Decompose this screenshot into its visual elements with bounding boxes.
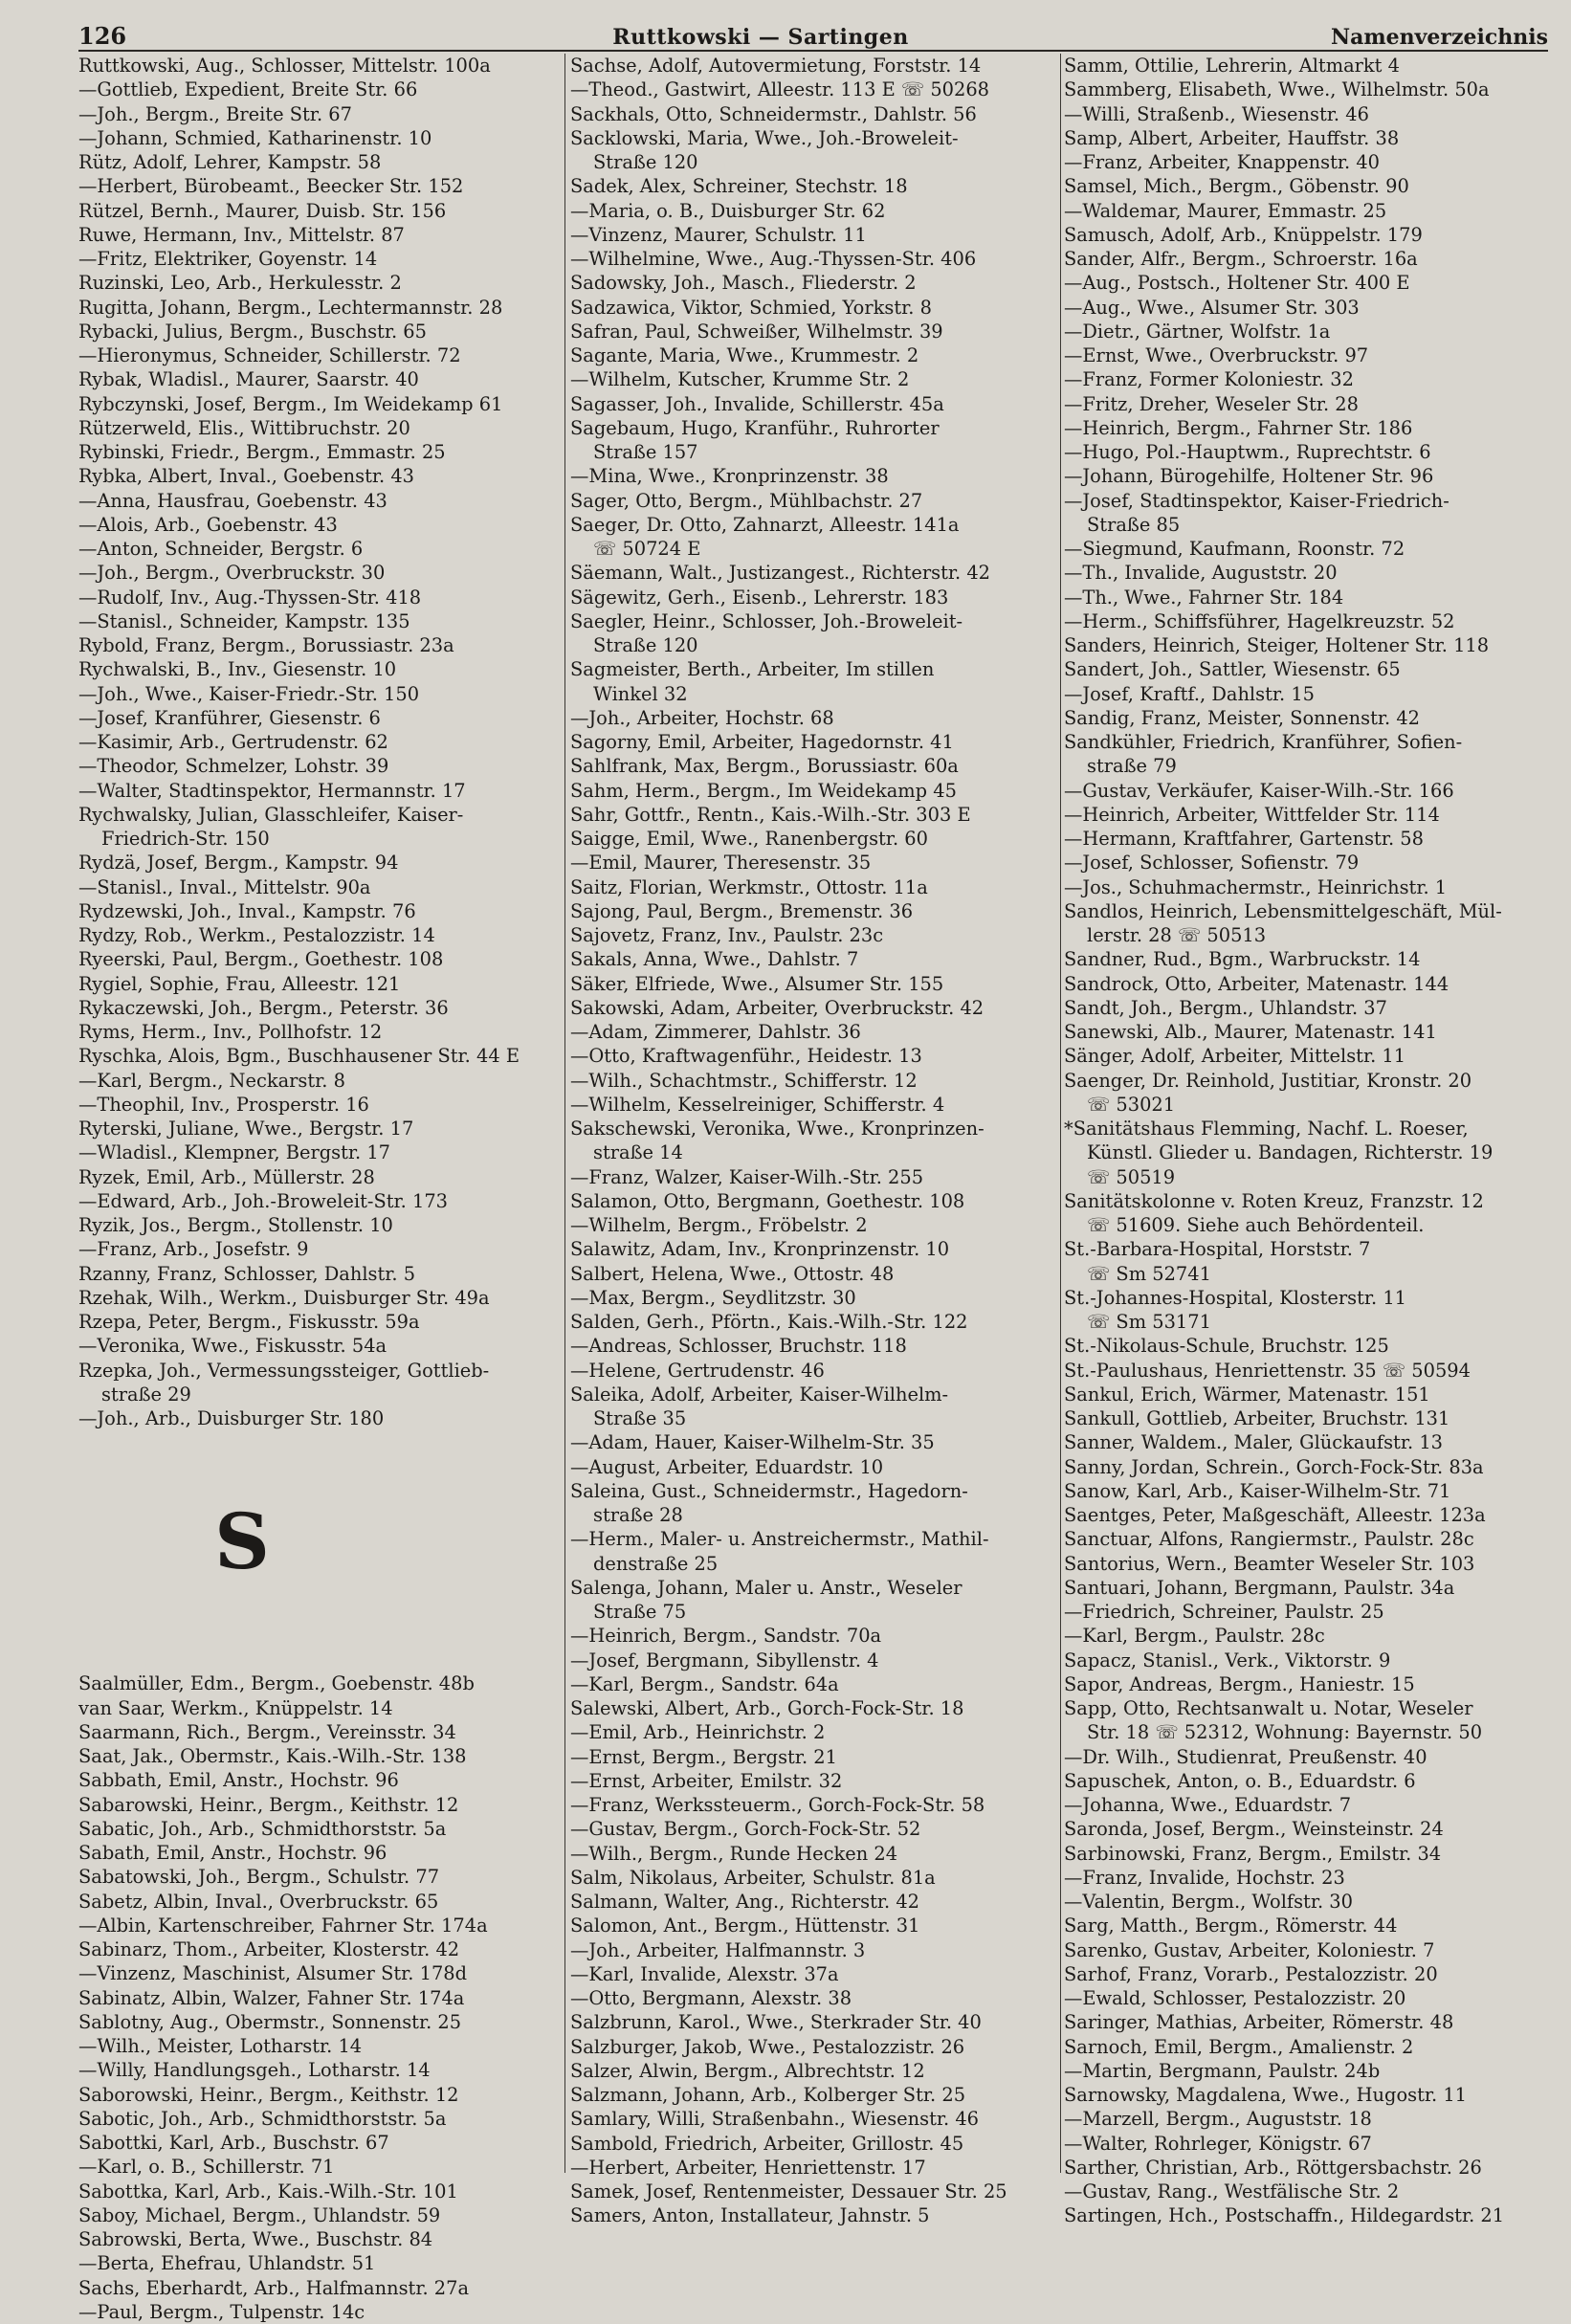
page-header [78,17,1548,52]
directory-entry: —Max, Bergm., Seydlitzstr. 30 [570,1286,856,1309]
directory-entry: —Vinzenz, Maurer, Schulstr. 11 [570,223,867,246]
directory-entry: Sarhof, Franz, Vorarb., Pestalozzistr. 20 [1064,1962,1438,1985]
directory-entry: Salzmann, Johann, Arb., Kolberger Str. 25 [570,2084,966,2106]
directory-entry: van Saar, Werkm., Knüppelstr. 14 [78,1696,393,1719]
directory-entry: Sablotny, Aug., Obermstr., Sonnenstr. 25 [78,2010,462,2033]
directory-entry: Saenger, Dr. Reinhold, Justitiar, Kronstr. 20 [1064,1069,1472,1092]
directory-entry: Sackhals, Otto, Schneidermstr., Dahlstr. 56 [570,102,977,125]
directory-entry: —Johanna, Wwe., Eduardstr. 7 [1064,1794,1352,1816]
directory-entry: —Stanisl., Inval., Mittelstr. 90a [78,875,371,898]
directory-entry: Rybczynski, Josef, Bergm., Im Weidekamp 61 [78,392,503,415]
directory-entry: Sänger, Adolf, Arbeiter, Mittelstr. 11 [1064,1045,1406,1068]
directory-entry: Samusch, Adolf, Arb., Knüppelstr. 179 [1064,223,1423,246]
directory-entry: —Emil, Arb., Heinrichstr. 2 [570,1721,826,1744]
directory-entry: Saarmann, Rich., Bergm., Vereinsstr. 34 [78,1720,456,1743]
directory-entry: —Karl, Bergm., Neckarstr. 8 [78,1069,345,1092]
directory-entry: —Theod., Gastwirt, Alleestr. 113 E ☏ 50268 [570,78,990,101]
directory-entry: Samp, Albert, Arbeiter, Hauffstr. 38 [1064,126,1400,149]
directory-entry: Sagebaum, Hugo, Kranführ., Ruhrorter [570,416,940,439]
directory-entry: Sadzawica, Viktor, Schmied, Yorkstr. 8 [570,296,932,319]
directory-entry: —Berta, Ehefrau, Uhlandstr. 51 [78,2252,376,2275]
directory-entry: Rütz, Adolf, Lehrer, Kampstr. 58 [78,151,382,173]
directory-entry: Rychwalsky, Julian, Glasschleifer, Kaiser- [78,803,464,826]
directory-entry: Sacklowski, Maria, Wwe., Joh.-Broweleit- [570,126,959,149]
directory-entry: —Franz, Former Koloniestr. 32 [1064,368,1354,391]
directory-entry: —Johann, Schmied, Katharinenstr. 10 [78,126,432,149]
directory-entry: —Josef, Kranführer, Giesenstr. 6 [78,706,381,729]
directory-entry: —Karl, o. B., Schillerstr. 71 [78,2156,335,2179]
directory-entry: Saboy, Michael, Bergm., Uhlandstr. 59 [78,2203,441,2226]
directory-entry: —Willy, Handlungsgeh., Lotharstr. 14 [78,2059,431,2082]
directory-entry: denstraße 25 [593,1552,719,1575]
directory-entry: Sabatic, Joh., Arb., Schmidthorststr. 5a [78,1817,447,1840]
directory-entry: —Wilhelmine, Wwe., Aug.-Thyssen-Str. 406 [570,248,977,270]
directory-entry: Rybacki, Julius, Bergm., Buschstr. 65 [78,320,427,343]
directory-entry: Sabotic, Joh., Arb., Schmidthorststr. 5a [78,2107,447,2130]
directory-entry: —Anton, Schneider, Bergstr. 6 [78,538,364,560]
directory-entry: —Josef, Schlosser, Sofienstr. 79 [1064,852,1360,874]
directory-entry: Sakschewski, Veronika, Wwe., Kronprinzen- [570,1118,985,1140]
directory-entry: —Herbert, Arbeiter, Henriettenstr. 17 [570,2156,926,2179]
directory-entry: Sapor, Andreas, Bergm., Haniestr. 15 [1064,1672,1415,1695]
directory-entry: —Ernst, Arbeiter, Emilstr. 32 [570,1769,843,1792]
directory-entry: Sartingen, Hch., Postschaffn., Hildegardstr. 21 [1064,2204,1505,2227]
directory-entry: —Hieronymus, Schneider, Schillerstr. 72 [78,344,461,366]
directory-entry: Sarg, Matth., Bergm., Römerstr. 44 [1064,1915,1398,1937]
directory-entry: ☏ Sm 52741 [1087,1262,1211,1285]
directory-entry: straße 29 [101,1383,191,1405]
directory-entry: —Veronika, Wwe., Fiskusstr. 54a [78,1335,387,1358]
column-2 [570,54,1056,2228]
directory-entry: Sammberg, Elisabeth, Wwe., Wilhelmstr. 50a [1064,78,1490,101]
directory-entry: Sanitätskolonne v. Roten Kreuz, Franzstr. 12 [1064,1189,1484,1212]
directory-entry: —Franz, Arb., Josefstr. 9 [78,1238,309,1261]
directory-entry: Sapuschek, Anton, o. B., Eduardstr. 6 [1064,1769,1416,1792]
directory-entry: Rybka, Albert, Inval., Goebenstr. 43 [78,465,414,488]
directory-entry: —Franz, Walzer, Kaiser-Wilh.-Str. 255 [570,1165,924,1188]
directory-entry: Straße 120 [593,634,698,656]
directory-entry: Sachse, Adolf, Autovermietung, Forststr. 14 [570,55,982,77]
directory-entry: Friedrich-Str. 150 [101,828,270,850]
directory-entry: Sabinarz, Thom., Arbeiter, Klosterstr. 42 [78,1938,460,1960]
directory-entry: Ryterski, Juliane, Wwe., Bergstr. 17 [78,1118,414,1140]
directory-entry: —Karl, Invalide, Alexstr. 37a [570,1962,839,1985]
directory-entry: —Aug., Wwe., Alsumer Str. 303 [1064,296,1360,319]
column-1 [78,54,559,2324]
directory-entry: Sambold, Friedrich, Arbeiter, Grillostr. 45 [570,2132,964,2155]
directory-entry: Samek, Josef, Rentenmeister, Dessauer Str. 25 [570,2180,1007,2202]
directory-entry: Sabinatz, Albin, Walzer, Fahner Str. 174a [78,1986,465,2009]
directory-entry: *Sanitätshaus Flemming, Nachf. L. Roeser, [1064,1118,1469,1140]
column-1-bottom-entries [78,1671,559,2324]
directory-entry: Sagmeister, Berth., Arbeiter, Im stillen [570,658,935,681]
directory-entry: Sandner, Rud., Bgm., Warbruckstr. 14 [1064,948,1421,971]
directory-entry: Samers, Anton, Installateur, Jahnstr. 5 [570,2204,930,2227]
directory-entry: —Josef, Bergmann, Sibyllenstr. 4 [570,1649,879,1671]
directory-entry: —Andreas, Schlosser, Bruchstr. 118 [570,1335,907,1358]
directory-entry: Salewski, Albert, Arb., Gorch-Fock-Str. 18 [570,1697,964,1719]
directory-entry: —Otto, Kraftwagenführ., Heidestr. 13 [570,1045,922,1068]
page-number: 126 [78,22,127,50]
directory-entry: straße 28 [593,1504,683,1526]
directory-entry: Rzepa, Peter, Bergm., Fiskusstr. 59a [78,1311,420,1333]
directory-entry: Ruwe, Hermann, Inv., Mittelstr. 87 [78,223,405,246]
directory-entry: —Helene, Gertrudenstr. 46 [570,1359,825,1382]
directory-entry: Sandig, Franz, Meister, Sonnenstr. 42 [1064,706,1420,729]
directory-entry: —Joh., Arb., Duisburger Str. 180 [78,1407,385,1429]
directory-entry: —Friedrich, Schreiner, Paulstr. 25 [1064,1601,1384,1623]
directory-entry: Rykaczewski, Joh., Bergm., Peterstr. 36 [78,996,449,1019]
directory-entry: Ruttkowski, Aug., Schlosser, Mittelstr. 100a [78,55,491,77]
directory-entry: Rychwalski, B., Inv., Giesenstr. 10 [78,658,397,681]
directory-entry: —Joh., Bergm., Overbruckstr. 30 [78,562,386,585]
directory-entry: —Gustav, Rang., Westfälische Str. 2 [1064,2180,1400,2202]
directory-entry: Straße 157 [593,441,698,463]
directory-entry: Salbert, Helena, Wwe., Ottostr. 48 [570,1262,895,1285]
directory-entry: Saronda, Josef, Bergm., Weinsteinstr. 24 [1064,1818,1444,1841]
directory-entry: Straße 75 [593,1601,687,1623]
directory-entry: —Dr. Wilh., Studienrat, Preußenstr. 40 [1064,1745,1427,1768]
directory-entry: Santuari, Johann, Bergmann, Paulstr. 34a [1064,1576,1455,1599]
directory-entry: —Wilh., Schachtmstr., Schifferstr. 12 [570,1069,918,1092]
directory-entry: —Ernst, Bergm., Bergstr. 21 [570,1745,837,1768]
directory-entry: —Vinzenz, Maschinist, Alsumer Str. 178d [78,1962,468,1985]
directory-entry: Salawitz, Adam, Inv., Kronprinzenstr. 10 [570,1238,950,1261]
directory-entry: Sajovetz, Franz, Inv., Paulstr. 23c [570,924,884,946]
directory-entry: Salomon, Ant., Bergm., Hüttenstr. 31 [570,1915,920,1937]
directory-entry: Saringer, Mathias, Arbeiter, Römerstr. 48 [1064,2011,1454,2034]
directory-entry: ☏ 51609. Siehe auch Behördenteil. [1087,1214,1425,1236]
directory-entry: —Josef, Stadtinspektor, Kaiser-Friedrich- [1064,489,1449,512]
directory-entry: Sarbinowski, Franz, Bergm., Emilstr. 34 [1064,1842,1442,1865]
directory-entry: Sager, Otto, Bergm., Mühlbachstr. 27 [570,489,923,512]
directory-entry: Sahr, Gottfr., Rentn., Kais.-Wilh.-Str. 303 E [570,803,971,826]
directory-entry: Rützel, Bernh., Maurer, Duisb. Str. 156 [78,199,447,222]
directory-entry: Sandert, Joh., Sattler, Wiesenstr. 65 [1064,658,1401,681]
directory-entry: ☏ 50519 [1087,1165,1176,1188]
directory-entry: —Edward, Arb., Joh.-Broweleit-Str. 173 [78,1189,448,1212]
directory-entry: Rydzy, Rob., Werkm., Pestalozzistr. 14 [78,924,435,946]
section-break [78,1430,559,1671]
directory-entry: —Franz, Arbeiter, Knappenstr. 40 [1064,151,1381,173]
directory-entry: —Aug., Postsch., Holtener Str. 400 E [1064,272,1410,295]
directory-entry: —Franz, Werkssteuerm., Gorch-Fock-Str. 58 [570,1794,985,1816]
directory-entry: Rützerweld, Elis., Wittibruchstr. 20 [78,416,410,439]
directory-entry: Sabottki, Karl, Arb., Buschstr. 67 [78,2132,389,2154]
directory-entry: —Wilhelm, Bergm., Fröbelstr. 2 [570,1214,868,1236]
directory-entry: Sanctuar, Alfons, Rangiermstr., Paulstr. 28c [1064,1528,1474,1551]
directory-entry: —Valentin, Bergm., Wolfstr. 30 [1064,1891,1353,1913]
directory-entry: —Fritz, Elektriker, Goyenstr. 14 [78,248,378,270]
directory-entry: Rybinski, Friedr., Bergm., Emmastr. 25 [78,441,446,463]
directory-entry: Sanders, Heinrich, Steiger, Holtener Str. 118 [1064,634,1490,656]
directory-entry: —Emil, Maurer, Theresenstr. 35 [570,852,872,874]
directory-entry: —Th., Invalide, Auguststr. 20 [1064,562,1338,585]
directory-entry: —Otto, Bergmann, Alexstr. 38 [570,1987,852,2009]
directory-entry: —Wladisl., Klempner, Bergstr. 17 [78,1141,391,1164]
directory-entry: Samm, Ottilie, Lehrerin, Altmarkt 4 [1064,55,1400,77]
directory-entry: Sabath, Emil, Anstr., Hochstr. 96 [78,1842,387,1864]
directory-entry: —Herbert, Bürobeamt., Beecker Str. 152 [78,175,464,198]
directory-entry: Sanow, Karl, Arb., Kaiser-Wilhelm-Str. 71 [1064,1479,1451,1502]
directory-entry: —Heinrich, Bergm., Fahrner Str. 186 [1064,416,1413,439]
directory-entry: —Th., Wwe., Fahrner Str. 184 [1064,586,1344,609]
directory-entry: Straße 35 [593,1407,687,1429]
directory-entry: straße 79 [1087,755,1177,778]
directory-entry: Ryschka, Alois, Bgm., Buschhausener Str. 44 E [78,1045,520,1068]
directory-entry: —Joh., Bergm., Breite Str. 67 [78,102,352,125]
directory-entry: Rydzä, Josef, Bergm., Kampstr. 94 [78,852,399,874]
directory-entry: —Wilh., Meister, Lotharstr. 14 [78,2035,363,2057]
directory-entry: Rybold, Franz, Bergm., Borussiastr. 23a [78,634,454,656]
directory-entry: Sarnoch, Emil, Bergm., Amalienstr. 2 [1064,2035,1414,2058]
directory-entry: Ryzek, Emil, Arb., Müllerstr. 28 [78,1165,375,1188]
directory-entry: Santorius, Wern., Beamter Weseler Str. 103 [1064,1552,1475,1575]
directory-entry: —Ewald, Schlosser, Pestalozzistr. 20 [1064,1987,1406,2009]
directory-entry: Sanewski, Alb., Maurer, Matenastr. 141 [1064,1021,1437,1043]
directory-entry: Sanny, Jordan, Schrein., Gorch-Fock-Str. 83a [1064,1455,1484,1478]
directory-entry: Salzburger, Jakob, Wwe., Pestalozzistr. 26 [570,2035,965,2058]
directory-entry: Rugitta, Johann, Bergm., Lechtermannstr. 28 [78,296,503,319]
section-letter: S [214,1496,270,1587]
directory-entry: —Marzell, Bergm., Auguststr. 18 [1064,2108,1372,2131]
directory-entry: —August, Arbeiter, Eduardstr. 10 [570,1455,884,1478]
directory-entry: Sabbath, Emil, Anstr., Hochstr. 96 [78,1769,399,1792]
directory-entry: —Theodor, Schmelzer, Lohstr. 39 [78,755,389,778]
directory-entry: Rygiel, Sophie, Frau, Alleestr. 121 [78,972,401,995]
directory-entry: Winkel 32 [593,682,688,705]
directory-entry: lerstr. 28 ☏ 50513 [1087,924,1267,946]
directory-entry: Ruzinski, Leo, Arb., Herkulesstr. 2 [78,272,402,295]
section-title: Namenverzeichnis [1331,25,1548,50]
directory-entry: straße 14 [593,1141,683,1164]
directory-entry: Saborowski, Heinr., Bergm., Keithstr. 12 [78,2083,459,2106]
directory-entry: Sankul, Erich, Wärmer, Matenastr. 151 [1064,1383,1430,1405]
directory-entry: Sadowsky, Joh., Masch., Fliederstr. 2 [570,272,917,295]
directory-entry: Ryeerski, Paul, Bergm., Goethestr. 108 [78,948,444,971]
directory-entry: Sahm, Herm., Bergm., Im Weidekamp 45 [570,779,957,802]
directory-entry: —Mina, Wwe., Kronprinzenstr. 38 [570,465,889,488]
directory-entry: —Adam, Hauer, Kaiser-Wilhelm-Str. 35 [570,1431,935,1454]
directory-entry: —Hugo, Pol.-Hauptwm., Ruprechtstr. 6 [1064,441,1431,463]
directory-entry: Saleika, Adolf, Arbeiter, Kaiser-Wilhelm- [570,1383,949,1405]
directory-entry: —Ernst, Wwe., Overbruckstr. 97 [1064,344,1369,366]
directory-entry: Sapacz, Stanisl., Verk., Viktorstr. 9 [1064,1649,1391,1671]
directory-entry: Sabottka, Karl, Arb., Kais.-Wilh.-Str. 101 [78,2180,458,2202]
directory-entry: —Karl, Bergm., Sandstr. 64a [570,1672,839,1695]
directory-entry: —Anna, Hausfrau, Goebenstr. 43 [78,489,387,512]
column-3 [1064,54,1552,2228]
directory-entry: Sandrock, Otto, Arbeiter, Matenastr. 144 [1064,972,1449,995]
directory-entry: Sarenko, Gustav, Arbeiter, Koloniestr. 7 [1064,1938,1435,1961]
directory-entry: Salmann, Walter, Ang., Richterstr. 42 [570,1891,920,1913]
directory-entry: —Herm., Schiffsführer, Hagelkreuzstr. 52 [1064,609,1455,632]
directory-entry: —Heinrich, Bergm., Sandstr. 70a [570,1625,882,1648]
directory-entry: —Jos., Schuhmachermstr., Heinrichstr. 1 [1064,875,1448,898]
directory-entry: Säker, Elfriede, Wwe., Alsumer Str. 155 [570,972,944,995]
directory-entry: Sabarowski, Heinr., Bergm., Keithstr. 12 [78,1793,459,1816]
directory-entry: Salm, Nikolaus, Arbeiter, Schulstr. 81a [570,1866,936,1889]
directory-entry: Rydzewski, Joh., Inval., Kampstr. 76 [78,899,416,922]
directory-entry: Sachs, Eberhardt, Arb., Halfmannstr. 27a [78,2276,470,2299]
directory-entry: Ryms, Herm., Inv., Pollhofstr. 12 [78,1021,383,1043]
directory-entry: Sakals, Anna, Wwe., Dahlstr. 7 [570,948,859,971]
directory-entry: Sabrowski, Berta, Wwe., Buschstr. 84 [78,2228,433,2250]
directory-columns [78,54,1552,2323]
directory-entry: Sabetz, Albin, Inval., Overbruckstr. 65 [78,1890,439,1913]
column-divider [564,54,565,2173]
directory-entry: Sankull, Gottlieb, Arbeiter, Bruchstr. 131 [1064,1407,1450,1429]
directory-entry: Säemann, Walt., Justizangest., Richterstr. 42 [570,562,991,585]
directory-entry: —Walter, Rohrleger, Königstr. 67 [1064,2132,1372,2155]
directory-entry: Rzepka, Joh., Vermessungssteiger, Gottlieb- [78,1359,490,1382]
directory-entry: Sabatowski, Joh., Bergm., Schulstr. 77 [78,1866,440,1889]
directory-entry: Sarnowsky, Magdalena, Wwe., Hugostr. 11 [1064,2084,1467,2106]
directory-entry: Saegler, Heinr., Schlosser, Joh.-Broweleit- [570,609,963,632]
directory-entry: Sahlfrank, Max, Bergm., Borussiastr. 60a [570,755,959,778]
running-title: Ruttkowski — Sartingen [612,25,909,50]
directory-entry: —Wilhelm, Kesselreiniger, Schifferstr. 4 [570,1093,945,1116]
directory-entry: Safran, Paul, Schweißer, Wilhelmstr. 39 [570,320,943,343]
directory-entry: Salzbrunn, Karol., Wwe., Sterkrader Str. 40 [570,2011,982,2034]
directory-entry: Sander, Alfr., Bergm., Schroerstr. 16a [1064,248,1418,270]
directory-entry: —Franz, Invalide, Hochstr. 23 [1064,1866,1345,1889]
directory-entry: Saalmüller, Edm., Bergm., Goebenstr. 48b [78,1672,475,1695]
directory-entry: —Kasimir, Arb., Gertrudenstr. 62 [78,731,388,753]
directory-entry: Saentges, Peter, Maßgeschäft, Alleestr. 123a [1064,1504,1486,1526]
column-divider [1060,54,1061,2173]
directory-entry: ☏ 50724 E [593,538,701,560]
directory-entry: Sarther, Christian, Arb., Röttgersbachstr. 26 [1064,2156,1482,2179]
directory-entry: St.-Paulushaus, Henriettenstr. 35 ☏ 50594 [1064,1359,1471,1382]
directory-entry: Salenga, Johann, Maler u. Anstr., Weseler [570,1576,963,1599]
directory-entry: Sandlos, Heinrich, Lebensmittelgeschäft, Mül- [1064,899,1502,922]
directory-entry: —Joh., Arbeiter, Halfmannstr. 3 [570,1938,866,1961]
directory-entry: Saigge, Emil, Wwe., Ranenbergstr. 60 [570,828,928,850]
directory-entry: —Heinrich, Arbeiter, Wittfelder Str. 114 [1064,803,1440,826]
directory-entry: Samlary, Willi, Straßenbahn., Wiesenstr. 46 [570,2108,980,2131]
directory-entry: Saeger, Dr. Otto, Zahnarzt, Alleestr. 141a [570,513,960,536]
column-1-top-entries [78,54,559,1430]
directory-entry: Saleina, Gust., Schneidermstr., Hagedorn- [570,1479,968,1502]
directory-entry: —Hermann, Kraftfahrer, Gartenstr. 58 [1064,828,1424,850]
directory-entry: Sandt, Joh., Bergm., Uhlandstr. 37 [1064,996,1387,1019]
directory-entry: Straße 120 [593,151,698,173]
directory-entry: St.-Nikolaus-Schule, Bruchstr. 125 [1064,1335,1389,1358]
directory-entry: —Stanisl., Schneider, Kampstr. 135 [78,609,410,632]
directory-entry: Salden, Gerh., Pförtn., Kais.-Wilh.-Str. 122 [570,1311,968,1333]
directory-entry: —Fritz, Dreher, Weseler Str. 28 [1064,392,1359,415]
directory-entry: Straße 85 [1087,513,1181,536]
directory-entry: —Dietr., Gärtner, Wolfstr. 1a [1064,320,1331,343]
directory-entry: St.-Johannes-Hospital, Klosterstr. 11 [1064,1286,1407,1309]
directory-entry: ☏ 53021 [1087,1093,1176,1116]
directory-entry: —Joh., Arbeiter, Hochstr. 68 [570,706,834,729]
directory-entry: Salzer, Alwin, Bergm., Albrechtstr. 12 [570,2059,925,2082]
directory-entry: —Gustav, Bergm., Gorch-Fock-Str. 52 [570,1818,921,1841]
directory-entry: Sagorny, Emil, Arbeiter, Hagedornstr. 41 [570,731,954,753]
directory-entry: —Theophil, Inv., Prosperstr. 16 [78,1093,369,1116]
directory-entry: —Adam, Zimmerer, Dahlstr. 36 [570,1021,861,1043]
directory-entry: Salamon, Otto, Bergmann, Goethestr. 108 [570,1189,965,1212]
directory-entry: —Rudolf, Inv., Aug.-Thyssen-Str. 418 [78,586,422,609]
directory-entry: Sanner, Waldem., Maler, Glückaufstr. 13 [1064,1431,1443,1454]
directory-entry: —Herm., Maler- u. Anstreichermstr., Mathil- [570,1528,989,1551]
directory-entry: —Albin, Kartenschreiber, Fahrner Str. 174a [78,1914,488,1937]
directory-entry: —Josef, Kraftf., Dahlstr. 15 [1064,682,1316,705]
directory-entry: —Walter, Stadtinspektor, Hermannstr. 17 [78,779,466,802]
directory-entry: —Martin, Bergmann, Paulstr. 24b [1064,2059,1381,2082]
directory-entry: Rzanny, Franz, Schlosser, Dahlstr. 5 [78,1262,416,1285]
directory-entry: Sagasser, Joh., Invalide, Schillerstr. 45a [570,392,944,415]
directory-entry: —Maria, o. B., Duisburger Str. 62 [570,199,886,222]
directory-entry: —Siegmund, Kaufmann, Roonstr. 72 [1064,538,1405,560]
directory-entry: —Wilhelm, Kutscher, Krumme Str. 2 [570,368,910,391]
directory-entry: Rzehak, Wilh., Werkm., Duisburger Str. 49a [78,1286,490,1309]
directory-entry: Saitz, Florian, Werkmstr., Ottostr. 11a [570,875,928,898]
directory-entry: Str. 18 ☏ 52312, Wohnung: Bayernstr. 50 [1087,1721,1483,1744]
directory-entry: ☏ Sm 53171 [1087,1311,1211,1333]
directory-entry: —Alois, Arb., Goebenstr. 43 [78,513,338,536]
directory-entry: —Johann, Bürogehilfe, Holtener Str. 96 [1064,465,1434,488]
directory-entry: Sandkühler, Friedrich, Kranführer, Sofien- [1064,731,1463,753]
directory-entry: Sägewitz, Gerh., Eisenb., Lehrerstr. 183 [570,586,949,609]
directory-entry: —Willi, Straßenb., Wiesenstr. 46 [1064,102,1369,125]
directory-entry: Sajong, Paul, Bergm., Bremenstr. 36 [570,899,914,922]
directory-entry: Sagante, Maria, Wwe., Krummestr. 2 [570,344,919,366]
directory-entry: —Karl, Bergm., Paulstr. 28c [1064,1625,1325,1648]
directory-entry: —Gustav, Verkäufer, Kaiser-Wilh.-Str. 166 [1064,779,1454,802]
directory-entry: Sapp, Otto, Rechtsanwalt u. Notar, Weseler [1064,1697,1473,1719]
directory-entry: —Gottlieb, Expedient, Breite Str. 66 [78,78,418,101]
directory-entry: Sadek, Alex, Schreiner, Stechstr. 18 [570,175,908,198]
directory-entry: Rybak, Wladisl., Maurer, Saarstr. 40 [78,368,419,391]
directory-entry: Sakowski, Adam, Arbeiter, Overbruckstr. 42 [570,996,985,1019]
directory-entry: —Paul, Bergm., Tulpenstr. 14c [78,2300,365,2323]
directory-entry: Saat, Jak., Obermstr., Kais.-Wilh.-Str. 138 [78,1745,467,1767]
directory-entry: —Waldemar, Maurer, Emmastr. 25 [1064,199,1387,222]
directory-entry: —Joh., Wwe., Kaiser-Friedr.-Str. 150 [78,682,420,705]
directory-entry: —Wilh., Bergm., Runde Hecken 24 [570,1842,898,1865]
directory-entry: St.-Barbara-Hospital, Horststr. 7 [1064,1238,1371,1261]
directory-entry: Samsel, Mich., Bergm., Göbenstr. 90 [1064,175,1409,198]
directory-entry: Ryzik, Jos., Bergm., Stollenstr. 10 [78,1214,393,1236]
directory-entry: Künstl. Glieder u. Bandagen, Richterstr. 19 [1087,1141,1494,1164]
